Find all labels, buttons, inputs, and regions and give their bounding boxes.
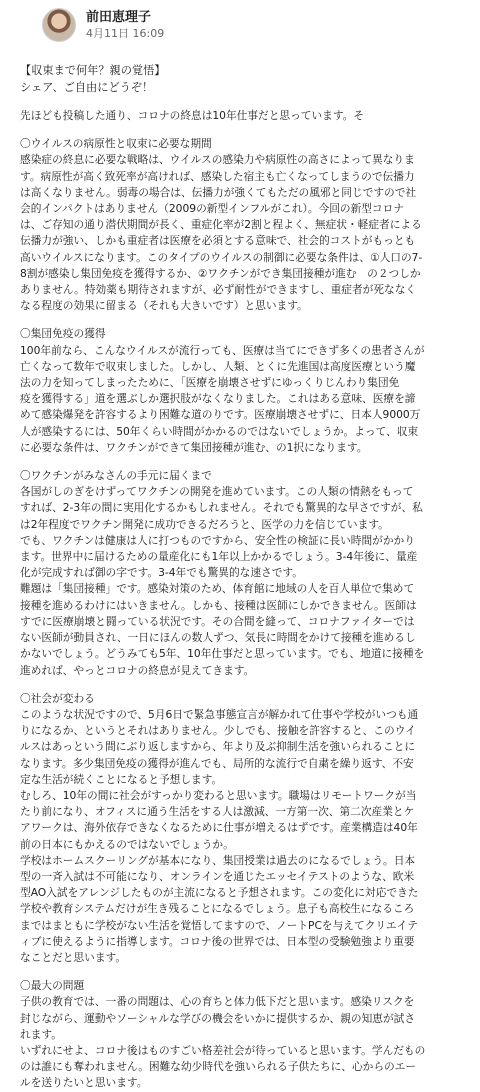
section-line: 定な生活が続くことになると予想します。: [20, 772, 223, 786]
section-heading: 〇集団免疫の獲得: [20, 327, 106, 341]
section-line: 感染症の終息に必要な戦略は、ウイルスの感染力や病原性の高さによって異なりま: [20, 153, 415, 167]
section-line: 子供の教育では、一番の問題は、心の育ちと体力低下だと思います。感染リスクを: [20, 995, 415, 1009]
post-timestamp[interactable]: 4月11日 16:09: [86, 27, 165, 40]
author-name[interactable]: 前田恵理子: [86, 10, 152, 25]
section-line: 前の日本にもかえるのではないでしょうか。: [20, 837, 234, 851]
section-heading: 〇社会が変わる: [20, 691, 95, 705]
post-title: 【収束まで何年？親の覚悟】: [20, 64, 166, 77]
section-line: 伝播力が強い、しかも重症者は医療を必須とする意味で、社会的コストがもっとも: [20, 234, 416, 248]
section-line: 化が完成すれば御の字です。3-4年でも驚異的な速さです。: [20, 566, 303, 580]
section-line: かないでしょう。どうみても5年、10年仕事だと思っています。でも、地道に接種を: [20, 647, 425, 661]
section-line: に必要な条件は、ワクチンができて集団接種が進む、の1択になります。: [20, 440, 368, 454]
section-heading: 〇ウイルスの病原性と収束に必要な期間: [20, 137, 212, 151]
section-line: 学校や教育システムだけが生き残ることになるでしょう。息子も高校生になるころ: [20, 902, 415, 916]
section-line: まではまともに学校がない生活を覚悟してますので、ノートPCを与えてクリエイテ: [20, 918, 418, 932]
section-line: このような状況ですので、5月6日で緊急事態宣言が解かれて仕事や学校がいつも通: [20, 707, 419, 721]
section-line: 高いウイルスになります。このタイプのウイルスの制御に必要な条件は、①人口の7-: [20, 250, 423, 264]
section-line: 型の一斉入試は不可能になり、オンラインを通じたエッセイテストのような、欧米: [20, 869, 415, 883]
section-line: 進めれば、やっとコロナの終息が見えてきます。: [20, 663, 255, 677]
section-line: ルスはあっという間にぶり返しますから、年より及ぶ抑制生活を強いられることに: [20, 740, 416, 754]
section-line: 100年前なら、こんなウイルスが流行っても、医療は当てにできず多くの患者さんが: [20, 343, 425, 357]
post-header: [20, 0, 472, 44]
section-line: は、ご存知の通り潜伏期間が長く、重症化率が2割と程よく、無症状・軽症者による: [20, 218, 422, 232]
section-line: 型AO入試をアレンジしたものが主流になると予想されます。この変化に対応できた: [20, 886, 419, 900]
share-note: シェア、ご自由にどうぞ！: [20, 81, 154, 94]
section-line: なことだと思います。: [20, 950, 127, 964]
section-line: 難題は「集団接種」です。感染対策のため、体育館に地域の人を百人単位で集めて: [20, 582, 415, 596]
section-biggest-problem: [20, 978, 474, 1091]
section-heading: 〇最大の問題: [20, 979, 85, 993]
section-line: す。病原性が高く致死率が高ければ、感染した宿主も亡くなってしまうので伝播力: [20, 169, 415, 183]
section-line: アワークは、海外依存できなくなるために仕事が増えるはずです。産業構造は40年: [20, 821, 418, 835]
section-line: 亡くなって数年で収束しました。しかし、人類、とくに先進国は高度医療という魔: [20, 359, 416, 373]
section-vaccine: [20, 468, 474, 679]
section-line: りになるか、というとそれはありません。少しでも、接触を許容すると、このウイ: [20, 724, 416, 738]
section-line: 会的インパクトはありません（2009の新型インフルがこれ）。今回の新型コロナ: [20, 202, 405, 216]
section-line: 疫を獲得する」道を選ぶしか選択肢がなくなりました。これはある意味、医療を諦: [20, 392, 416, 406]
section-line: 法の力を知ってしまったために、「医療を崩壊させずにゆっくりじんわり集団免: [20, 376, 400, 390]
section-society: [20, 691, 474, 966]
section-line: ルを送りたいと思います。: [20, 1076, 148, 1090]
section-line: 封じながら、運動やソーシャルな学びの機会をいかに提供するか、親の知恵が試さ: [20, 1011, 416, 1025]
section-line: は2年程度でワクチン開発に成功できるだろうと、医学の力を信じています。: [20, 517, 389, 531]
section-line: は高くなりません。弱毒の場合は、伝播力が強くてもただの風邪と同じですので社: [20, 185, 417, 199]
section-line: いずれにせよ、コロナ後はものすごい格差社会が待っていると思います。学んだもの: [20, 1043, 426, 1057]
section-line: 人が感染するには、50年くらい時間がかかるのではないでしょうか。よって、収束: [20, 424, 419, 438]
section-line: 学校はホームスクーリングが基本になり、集団授業は過去のになるでしょう。日本: [20, 853, 416, 867]
section-line: でも、ワクチンは健康は人に打つものですから、安全性の検証に長い時間がかかり: [20, 533, 415, 547]
section-line: 各国がしのぎをけずってワクチンの開発を進めています。この人類の情熱をもって: [20, 485, 414, 499]
section-line: 接種を進めるわけにはいきません。しかも、接種は医師にしかできません。医師は: [20, 598, 417, 612]
section-line: ます。世界中に届けるための量産化にも1年以上かかるでしょう。3-4年後に、量産: [20, 550, 418, 564]
section-line: ィブに使えるように指導します。コロナ後の世界では、日本型の受験勉強より重要: [20, 934, 415, 948]
section-heading: 〇ワクチンがみなさんの手元に届くまで: [20, 469, 212, 483]
section-line: すれば、2-3年の間に実用化するかもしれません。それでも驚異的な早さですが、私: [20, 501, 423, 515]
intro-text: 先ほども投稿した通り、コロナの終息は10年仕事だと思っています。そ: [20, 109, 365, 122]
section-line: れます。: [20, 1027, 62, 1041]
section-line: ない医師が動員され、一日にほんの数人ずつ、気長に時間をかけて接種を進めるし: [20, 631, 416, 645]
avatar[interactable]: [42, 8, 76, 42]
section-virulence: [20, 136, 474, 314]
section-line: ありません。特効薬も期待されますが、必ず耐性ができますし、重症者が死ななく: [20, 283, 417, 297]
section-line: むしろ、10年の間に社会がすっかり変わると思います。職場はリモートワークが当: [20, 788, 417, 802]
section-line: すでに医療崩壊と闘っている状況です。その合間を縫って、コロナファイターでは: [20, 614, 415, 628]
section-line: のは誰にも奪われません。困難な幼少時代を強いられる子供たちに、心からのエー: [20, 1060, 417, 1074]
section-line: なる程度の効果に留まる（それも大きいです）と思います。: [20, 299, 308, 313]
post-body: [20, 62, 474, 1092]
section-line: たり前になり、オフィスに通う生活をする人は激減、一方第一次、第二次産業とケ: [20, 805, 415, 819]
section-line: なります。多少集団免疫の獲得が進んでも、局所的な流行で自粛を繰り返す、不安: [20, 756, 414, 770]
section-line: めて感染爆発を許容するより困難な道のりです。医療崩壊させずに、日本人9000万: [20, 408, 421, 422]
section-line: 8割が感染し集団免疫を獲得するか、②ワクチンができ集団接種が進む の２つしか: [20, 266, 421, 280]
section-herd-immunity: [20, 326, 474, 456]
